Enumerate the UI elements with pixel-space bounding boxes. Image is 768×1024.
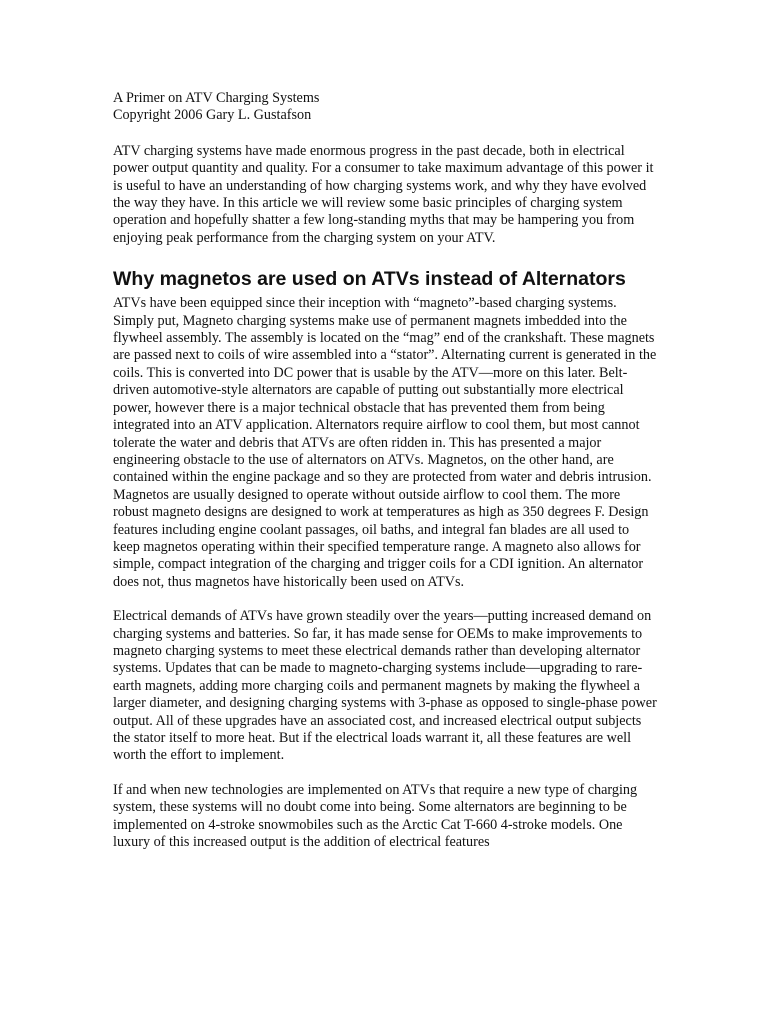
intro-paragraph: ATV charging systems have made enormous progress in the past decade, both in electrical power output quantity and quality. For a consumer to take maximum advantage of this power it is useful to have an understanding of how charging systems work, and why they have evolved the way they have. In this article we will review some basic principles of charging system operation and hopefully shatter a few long-standing myths that may be hampering you from enjoying peak performance from the charging system on your ATV. [113, 142, 654, 246]
document-title: A Primer on ATV Charging Systems [113, 90, 320, 106]
section-heading: Why magnetos are used on ATVs instead of Alternators [113, 268, 626, 291]
body-paragraph-3: If and when new technologies are implemented on ATVs that require a new type of charging system, these systems will no doubt come into being. Some alternators are beginning to be implemented on 4-stroke snowmobiles such as the Arctic Cat T-660 4-stroke models. One luxury of this increased output is the addition of electrical features [113, 781, 638, 851]
copyright-line: Copyright 2006 Gary L. Gustafson [113, 107, 312, 124]
body-paragraph-1: ATVs have been equipped since their inception with “magneto”-based charging systems. Simply put, Magneto charging systems make use of permanent magnets imbedded into the flywheel assembly. The assembly is located on the “mag” end of the crankshaft. These magnets are passed next to coils of wire assembled into a “stator”. Alternating current is generated in the coils. This is converted into DC power that is usable by the ATV—more on this later. Belt-driven automotive-style alternators are capable of putting out substantially more electrical power, however there is a major technical obstacle that has prevented them from being integrated into an ATV application. Alternators require airflow to cool them, but most cannot tolerate the water and debris that ATVs are often ridden in. This has presented a major engineering obstacle to the use of alternators on ATVs. Magnetos, on the other hand, are contained within the engine package and so they are protected from water and debris intrusion. Magnetos are usually designed to operate without outside airflow to cool them. The more robust magneto designs are designed to work at temperatures as high as 350 degrees F. Design features including engine coolant passages, oil baths, and integral fan blades are all used to keep magnetos operating within their specified temperature range. A magneto also allows for simple, compact integration of the charging and trigger coils for a CDI ignition. An alternator does not, thus magnetos have historically been used on ATVs. [113, 295, 657, 590]
document-header [113, 90, 658, 125]
body-paragraph-2: Electrical demands of ATVs have grown steadily over the years—putting increased demand on charging systems and batteries. So far, it has made sense for OEMs to make improvements to magneto charging systems to meet these electrical demands rather than developing alternator systems. Updates that can be made to magneto-charging systems include—upgrading to rare-earth magnets, adding more charging coils and permanent magnets by making the flywheel a larger diameter, and designing charging systems with 3-phase as opposed to single-phase power output. All of these upgrades have an associated cost, and increased electrical output subjects the stator itself to more heat. But if the electrical loads warrant it, all these features are well worth the effort to implement. [113, 608, 657, 764]
document-body [113, 90, 658, 851]
